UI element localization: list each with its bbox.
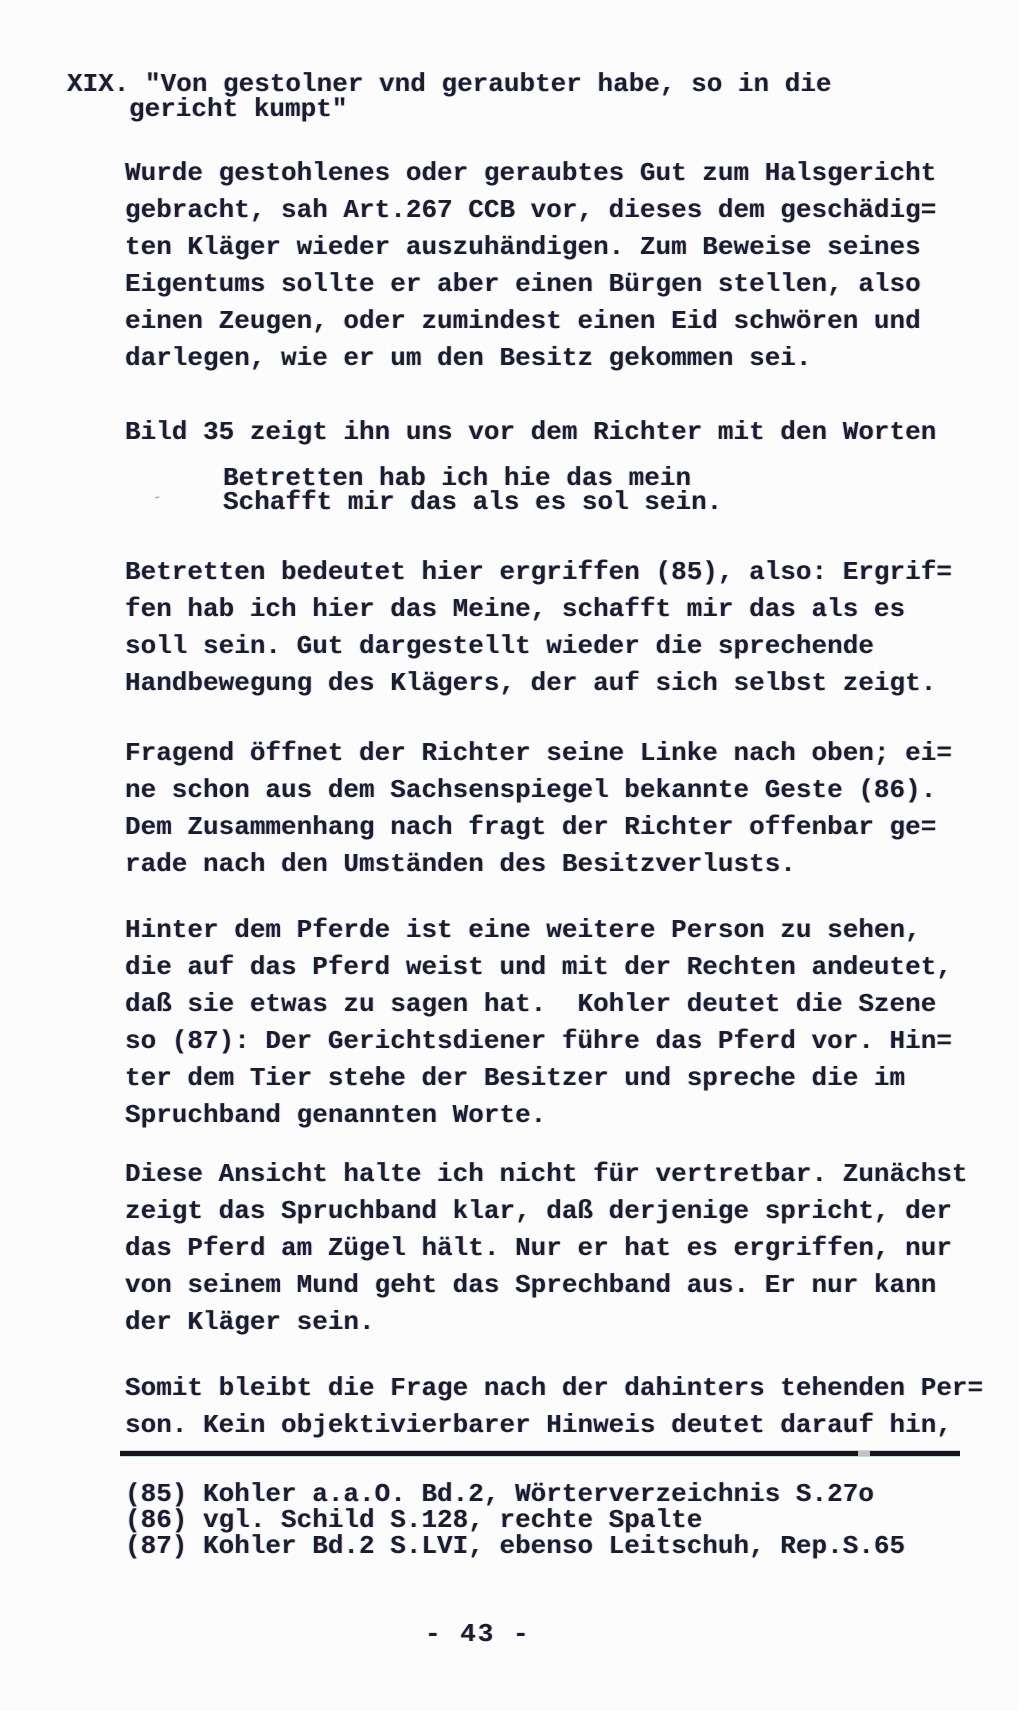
text-line: daß sie etwas zu sagen hat. Kohler deutet die Szene	[125, 989, 937, 1019]
paragraph-6	[125, 1156, 968, 1341]
text-line: Betretten bedeutet hier ergriffen (85), also: Ergrif=	[125, 557, 952, 587]
text-line: Diese Ansicht halte ich nicht für vertretbar. Zunächst	[125, 1159, 968, 1189]
text-line: das Pferd am Zügel hält. Nur er hat es ergriffen, nur	[125, 1233, 952, 1263]
indented-quote	[223, 463, 723, 517]
text-line: fen hab ich hier das Meine, schafft mir das als es	[125, 594, 906, 624]
paragraph-2	[125, 414, 936, 451]
stray-scan-mark: ´	[148, 494, 163, 516]
paragraph-7	[125, 1370, 983, 1444]
text-line: Fragend öffnet der Richter seine Linke nach oben; ei=	[125, 738, 952, 768]
heading-line-1: XIX. "Von gestolner vnd geraubter habe, so in die	[67, 69, 832, 99]
text-line: Dem Zusammenhang nach fragt der Richter offenbar ge=	[125, 812, 937, 842]
text-line: rade nach den Umständen des Besitzverlusts.	[125, 849, 796, 879]
text-line: Handbewegung des Klägers, der auf sich selbst zeigt.	[125, 668, 937, 698]
text-line: ter dem Tier stehe der Besitzer und spreche die im	[125, 1063, 906, 1093]
page-number: - 43 -	[425, 1619, 531, 1649]
text-line: ne schon aus dem Sachsenspiegel bekannte Geste (86).	[125, 775, 937, 805]
text-line: einen Zeugen, oder zumindest einen Eid schwören und	[125, 306, 921, 336]
text-line: Wurde gestohlenes oder geraubtes Gut zum Halsgericht	[125, 158, 937, 188]
text-line: Eigentums sollte er aber einen Bürgen stellen, also	[125, 269, 921, 299]
footnote-separator-rule	[120, 1451, 960, 1456]
footnote-line: (86) vgl. Schild S.128, rechte Spalte	[125, 1505, 703, 1535]
text-line: gebracht, sah Art.267 CCB vor, dieses dem geschädig=	[125, 195, 937, 225]
paragraph-1	[125, 155, 936, 377]
text-line: Hinter dem Pferde ist eine weitere Person zu sehen,	[125, 915, 921, 945]
footnote-line: (87) Kohler Bd.2 S.LVI, ebenso Leitschuh, Rep.S.65	[125, 1531, 906, 1561]
text-line: soll sein. Gut dargestellt wieder die sprechende	[125, 631, 874, 661]
text-line: zeigt das Spruchband klar, daß derjenige spricht, der	[125, 1196, 952, 1226]
paragraph-4	[125, 735, 952, 883]
text-line: Bild 35 zeigt ihn uns vor dem Richter mit den Worten	[125, 417, 937, 447]
text-line: so (87): Der Gerichtsdiener führe das Pferd vor. Hin=	[125, 1026, 952, 1056]
quote-line: Schafft mir das als es sol sein.	[223, 487, 723, 517]
text-line: darlegen, wie er um den Besitz gekommen sei.	[125, 343, 812, 373]
text-line: son. Kein objektivierbarer Hinweis deutet darauf hin,	[125, 1410, 952, 1440]
text-line: die auf das Pferd weist und mit der Rechten andeutet,	[125, 952, 952, 982]
paragraph-3	[125, 554, 952, 702]
text-line: Spruchband genannten Worte.	[125, 1100, 547, 1130]
text-line: von seinem Mund geht das Sprechband aus. Er nur kann	[125, 1270, 937, 1300]
footnotes-block	[125, 1481, 905, 1559]
heading-line-2: gericht kumpt"	[129, 94, 348, 124]
text-line: Somit bleibt die Frage nach der dahinters tehenden Per=	[125, 1373, 984, 1403]
footnote-line: (85) Kohler a.a.O. Bd.2, Wörterverzeichnis S.27o	[125, 1479, 874, 1509]
section-heading	[67, 69, 832, 124]
text-line: ten Kläger wieder auszuhändigen. Zum Beweise seines	[125, 232, 921, 262]
text-line: der Kläger sein.	[125, 1307, 375, 1337]
paragraph-5	[125, 912, 952, 1134]
quote-line: Betretten hab ich hie das mein	[223, 463, 692, 493]
